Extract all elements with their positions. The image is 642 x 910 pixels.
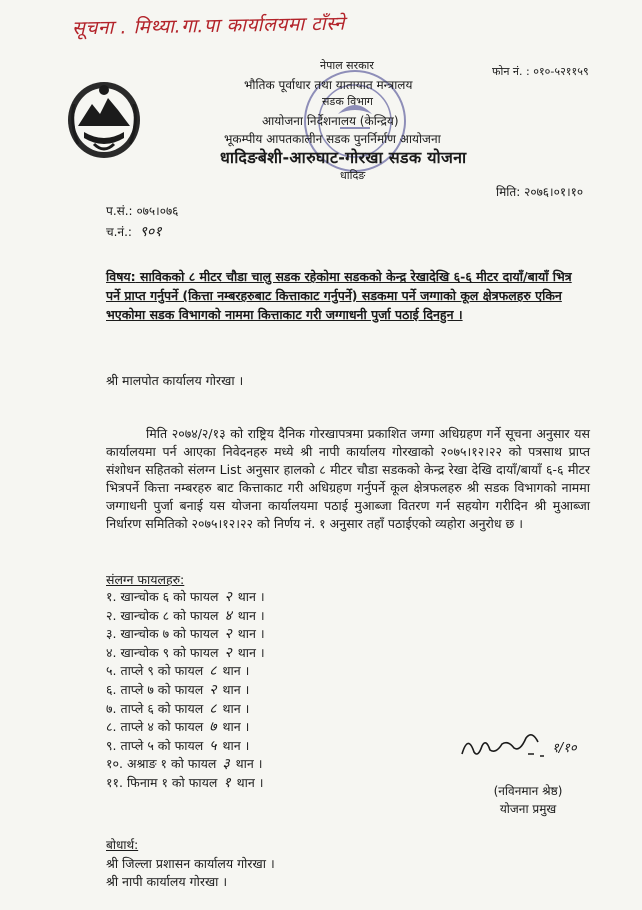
enclosure-count: ८	[209, 700, 217, 717]
addressee: श्री मालपोत कार्यालय गोरखा ।	[106, 373, 244, 388]
enclosures-title: संलग्न फायलहरु:	[106, 572, 185, 587]
enclosure-label: ४. खान्चोक ९ को फायल	[106, 644, 219, 660]
enclosure-item	[106, 662, 265, 681]
enclosure-item	[106, 681, 265, 700]
reference-ps	[106, 202, 178, 219]
enclosure-item	[106, 700, 265, 719]
enclosure-count: ५	[209, 737, 217, 754]
header-ministry: भौतिक पूर्वाधार तथा यातायात मन्त्रालय	[244, 78, 413, 92]
enclosure-count: ८	[209, 663, 217, 680]
enclosures-list	[106, 588, 265, 793]
enclosure-item	[106, 588, 265, 607]
enclosure-label: १. खान्चोक ६ को फायल	[106, 589, 219, 604]
enclosure-item	[106, 607, 265, 626]
signer-name: (नविनमान श्रेष्ठ)	[493, 784, 563, 798]
cc-item: श्री जिल्ला प्रशासन कार्यालय गोरखा ।	[106, 856, 275, 871]
reference-cn	[106, 222, 162, 241]
enclosure-unit: थान ।	[222, 737, 250, 753]
phone-number: फोन नं. : ०१०-५२११५९	[492, 65, 589, 78]
enclosure-count: १	[223, 774, 231, 791]
enclosure-unit: थान ।	[222, 681, 250, 697]
enclosure-unit: थान ।	[236, 774, 264, 790]
ps-value: ०७५।०७६	[136, 204, 179, 218]
enclosure-unit: थान ।	[237, 607, 265, 623]
letter-body-text: मिति २०७४/२/१३ को राष्ट्रिय दैनिक गोरखापत्रमा प्रकाशित जग्गा अधिग्रहण गर्ने सूचना अनुसार यस कार्यालयमा पर्न आएका निवेदनहरु मध्ये श्री नापी कार्यालय गोरखाको २०७५।१२।२२ को पत्रसाथ प्राप्त संशोधन सहितको संलग्न List अनुसार हालको ८ मीटर चौडा सडकको केन्द्र रेखा देखि दायाँ/बायाँ ६-६ मीटर भित्रपर्ने कित्ता नम्बरहरु बाट कित्ताकाट गरी अधिग्रहण गर्नुपर्ने कूल क्षेत्रफलहरु श्री सडक विभागको नाममा जग्गाधनी पुर्जा बनाई यस योजना कार्यालयमा पठाई मुआब्जा वितरण गर्न सहयोग गरीदिन श्री मुआब्जा निर्धारण समितिको २०७५।१२।२२ को निर्णय नं. १ अनुसार तहाँ पठाईएको व्यहोरा अनुरोध छ ।	[106, 426, 590, 531]
enclosure-count: २	[209, 681, 217, 698]
enclosure-label: २. खान्चोक ८ को फायल	[106, 607, 219, 623]
enclosure-count: ३	[222, 756, 230, 773]
enclosure-item	[106, 644, 265, 663]
enclosure-unit: थान ।	[222, 719, 250, 735]
header-office: धादिङबेशी-आरुघाट-गोरखा सडक योजना	[220, 148, 467, 167]
header-directorate: आयोजना निर्देशनालय (केन्द्रिय)	[262, 114, 399, 128]
cc-item: श्री नापी कार्यालय गोरखा ।	[106, 874, 228, 889]
enclosure-item	[106, 718, 265, 737]
enclosure-unit: थान ।	[222, 663, 250, 679]
signer-title: योजना प्रमुख	[499, 802, 557, 816]
enclosure-count: ७	[209, 719, 217, 736]
enclosure-count: २	[224, 589, 232, 605]
enclosure-item	[106, 625, 265, 644]
header-project: भूकम्पीय आपतकालीन सडक पुनर्निर्माण आयोजना	[224, 132, 441, 146]
enclosure-label: ८. ताप्ले ४ को फायल	[106, 719, 204, 735]
enclosure-unit: थान ।	[235, 756, 263, 772]
header-nepal-gov: नेपाल सरकार	[320, 59, 374, 72]
enclosure-unit: थान ।	[237, 589, 265, 604]
enclosure-label: ११. फिनाम १ को फायल	[106, 774, 218, 790]
enclosure-item	[106, 755, 265, 774]
enclosure-unit: थान ।	[222, 700, 250, 716]
enclosure-unit: थान ।	[237, 644, 265, 660]
enclosure-label: ७. ताप्ले ६ को फायल	[106, 700, 204, 716]
enclosure-label: ६. ताप्ले ७ को फायल	[106, 681, 204, 697]
enclosure-unit: थान ।	[237, 626, 265, 642]
enclosure-item	[106, 737, 265, 756]
enclosure-label: ५. ताप्ले ९ को फायल	[106, 663, 204, 679]
handwritten-notice: सूचना . मिथ्या.गा.पा कार्यालयमा टाँस्ने	[71, 12, 346, 40]
letter-date: मिति: २०७६।०१।१०	[496, 185, 584, 199]
signer-block	[468, 782, 588, 818]
cc-title: बोधार्थ:	[106, 838, 139, 852]
header-department: सडक विभाग	[322, 95, 374, 108]
header-location: धादिङ	[340, 169, 366, 182]
cn-label: च.नं.:	[106, 225, 132, 239]
cn-value: ९०१	[139, 224, 162, 240]
subject-line	[106, 267, 584, 324]
ps-label: प.सं.:	[106, 204, 133, 218]
letter-body	[106, 425, 590, 533]
subject-text: साविकको ८ मीटर चौडा चालु सडक रहेकोमा सडकको केन्द्र रेखादेखि ६-६ मीटर दायाँ/बायाँ भित्र पर्ने प्राप्त गर्नुपर्ने (कित्ता नम्बरहरुबाट कित्ताकाट गर्नुपर्ने) सडकमा पर्ने जग्गाको कूल क्षेत्रफलहरु एकिन भएकोमा सडक विभागको नाममा कित्ताकाट गरी जग्गाधनी पुर्जा पठाई दिनहुन ।	[106, 269, 572, 322]
enclosure-label: १०. अश्राङ १ को फायल	[106, 756, 217, 772]
subject-label: विषय:	[106, 269, 136, 284]
enclosure-count: २	[224, 626, 232, 643]
enclosure-count: २	[224, 644, 232, 661]
enclosure-item	[106, 774, 265, 793]
nepal-emblem-icon	[64, 74, 144, 162]
enclosure-label: ९. ताप्ले ५ को फायल	[106, 737, 204, 753]
enclosure-label: ३. खान्चोक ७ को फायल	[106, 626, 219, 642]
cc-list	[106, 855, 275, 891]
enclosure-count: ४	[224, 607, 232, 624]
signature-date: १/१०	[552, 741, 577, 756]
